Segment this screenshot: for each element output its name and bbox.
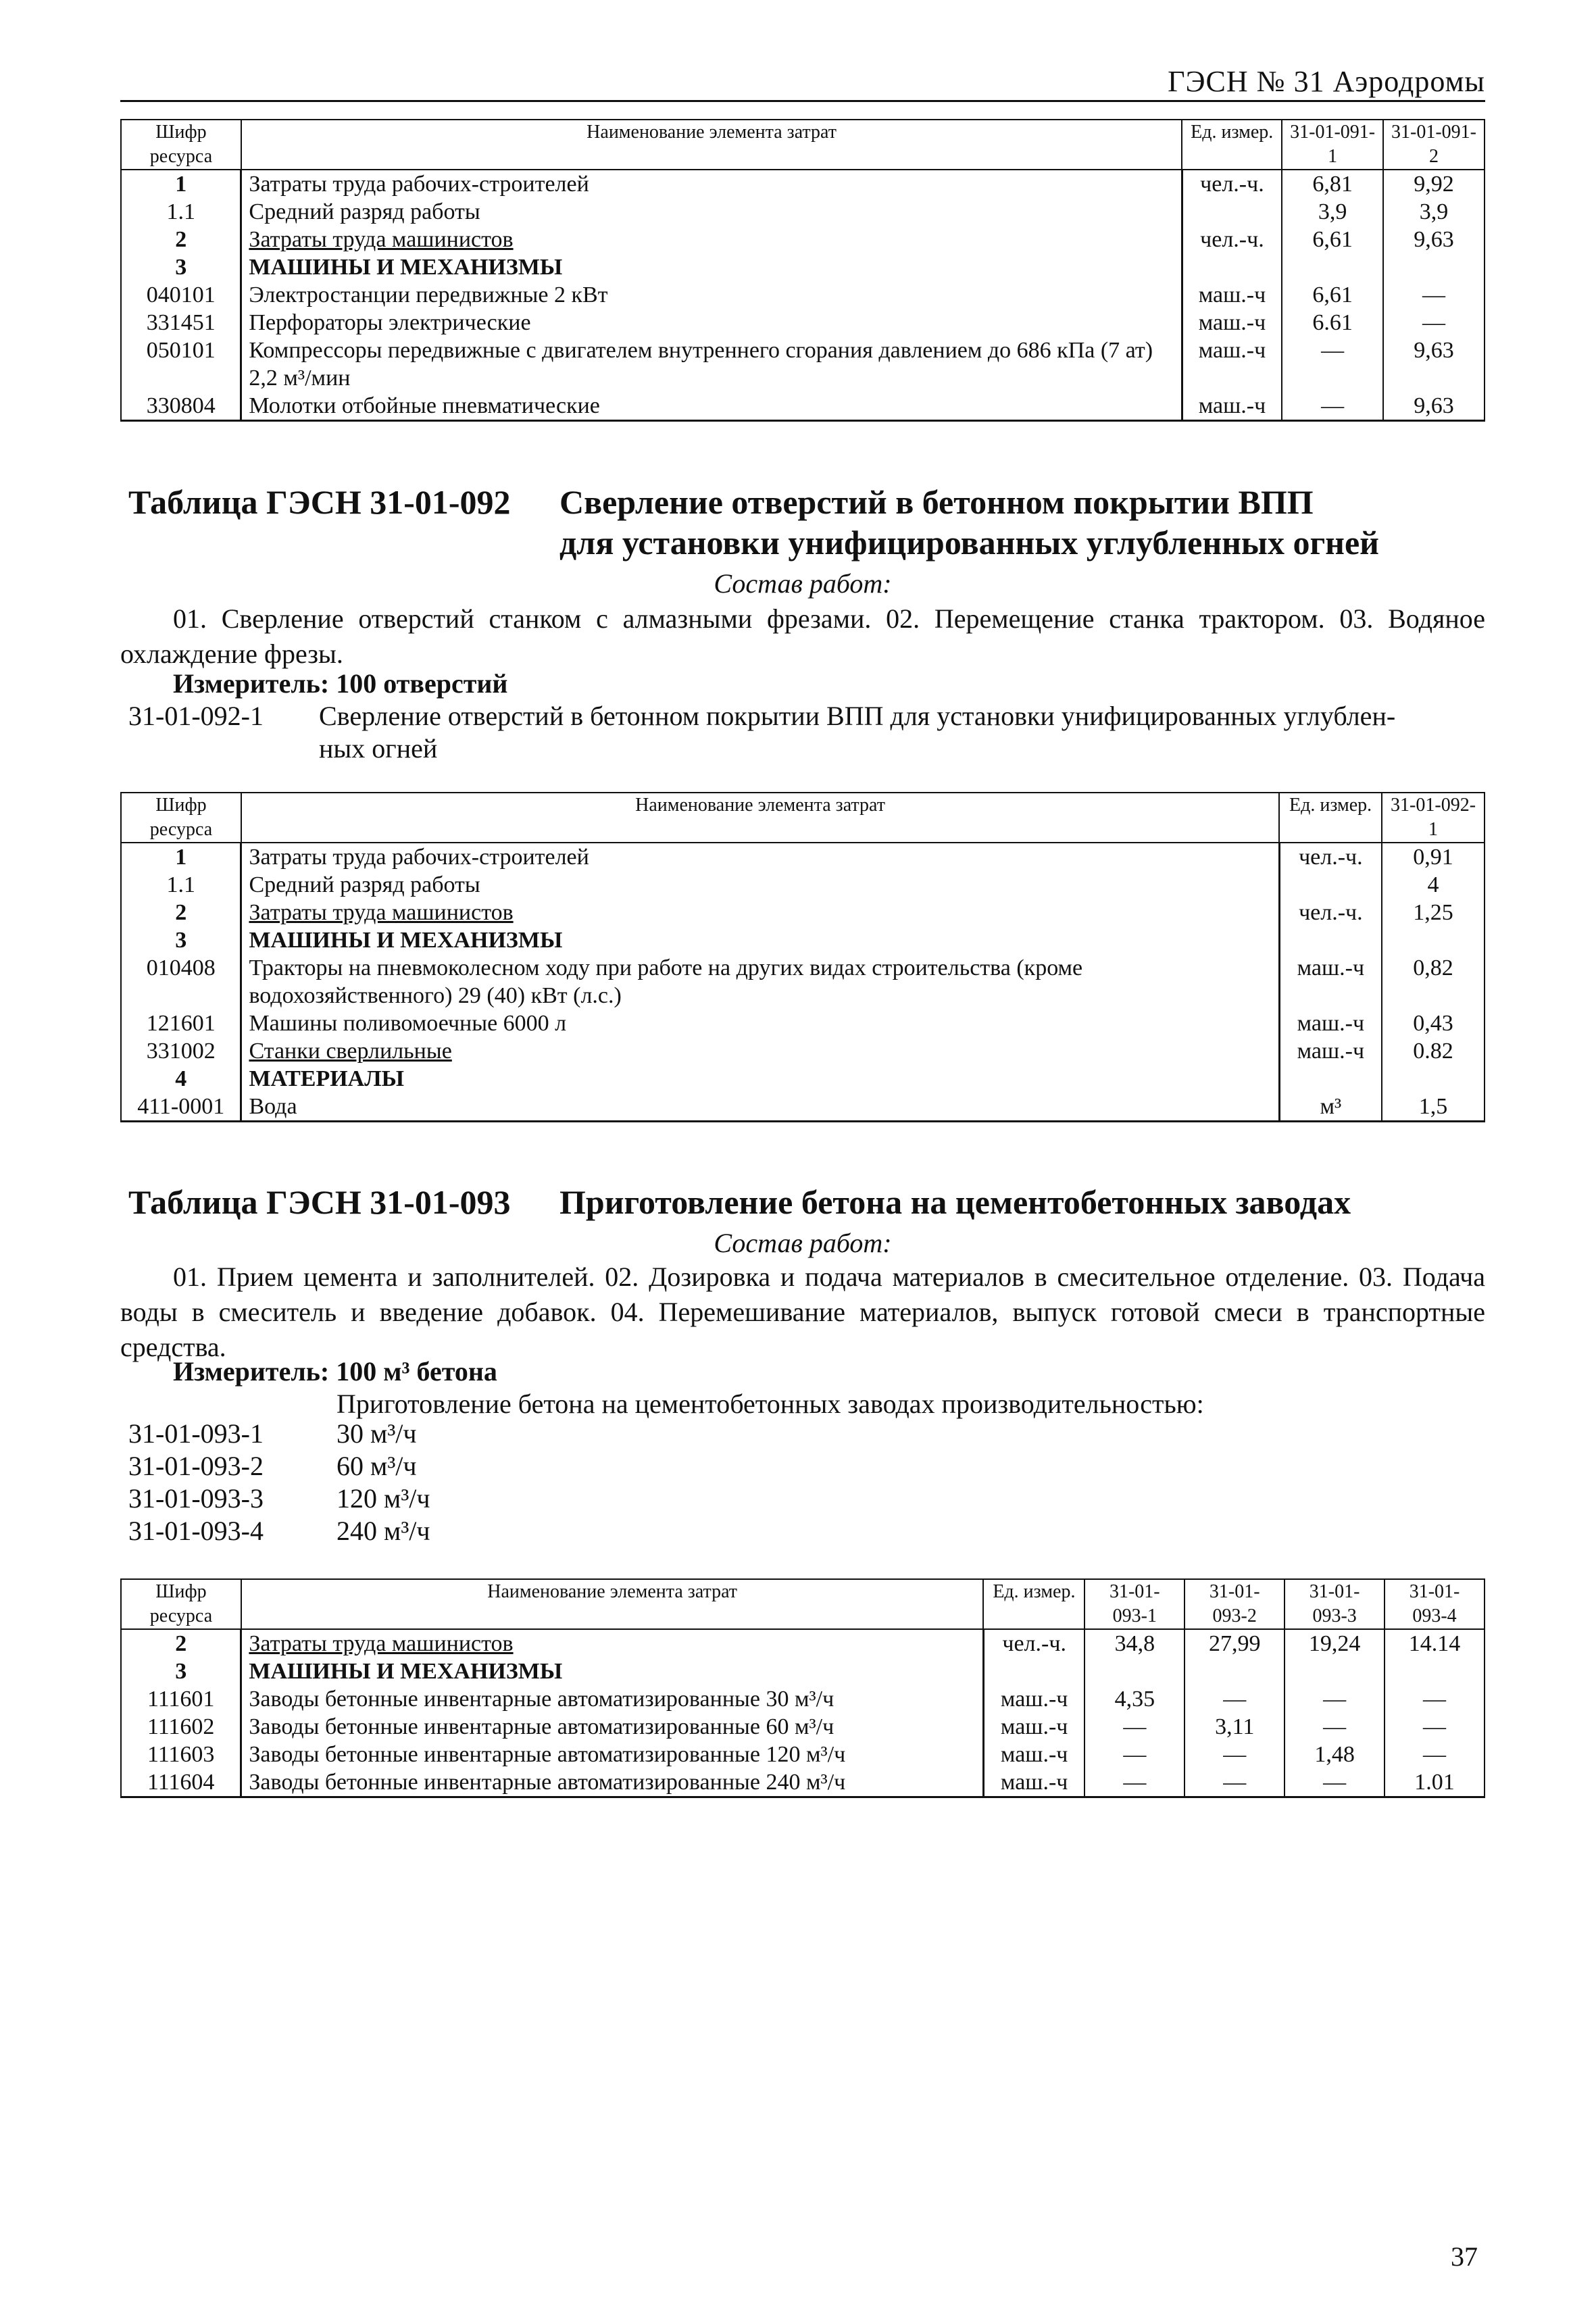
- cell-value: [1084, 1658, 1184, 1685]
- cell-value: —: [1184, 1685, 1285, 1713]
- cell-name: Средний разряд работы: [241, 871, 1279, 899]
- header-name: Наименование элемента затрат: [241, 1579, 984, 1629]
- table-row: [121, 281, 1485, 309]
- cell-code: 4: [121, 1065, 241, 1093]
- cell-name: Станки сверлильные: [241, 1037, 1279, 1065]
- cell-code: 010408: [121, 954, 241, 1010]
- cell-code: 2: [121, 1629, 241, 1658]
- table-row: [121, 309, 1485, 337]
- cell-value: [1184, 1658, 1285, 1685]
- cell-value: 0,82: [1382, 954, 1485, 1010]
- norm-code: 31-01-092-1: [128, 701, 264, 731]
- cell-value: —: [1285, 1685, 1385, 1713]
- cell-code: 1.1: [121, 198, 241, 226]
- norm-code: 31-01-093-2: [128, 1451, 264, 1481]
- header-code: Шифр ресурса: [121, 793, 241, 843]
- cell-unit: [983, 1658, 1084, 1685]
- header-code: Шифр ресурса: [121, 120, 241, 170]
- table-row: [121, 1629, 1485, 1658]
- cell-name: Затраты труда машинистов: [241, 226, 1182, 253]
- cell-unit: чел.-ч.: [1279, 899, 1382, 926]
- table-title-093: Приготовление бетона на цементобетонных заводах: [559, 1183, 1351, 1221]
- norm-code: 31-01-093-1: [128, 1418, 264, 1449]
- cell-name: Электростанции передвижные 2 кВт: [241, 281, 1182, 309]
- cell-value: 4: [1382, 871, 1485, 899]
- header-code: Шифр ресурса: [121, 1579, 241, 1629]
- table-row: [121, 1065, 1485, 1093]
- cell-unit: чел.-ч.: [1182, 170, 1282, 198]
- cell-unit: маш.-ч: [983, 1713, 1084, 1741]
- table-row: [121, 198, 1485, 226]
- cell-code: 1: [121, 170, 241, 198]
- cell-value: 3,9: [1383, 198, 1485, 226]
- cell-name: Заводы бетонные инвентарные автоматизированные 240 м³/ч: [241, 1768, 984, 1797]
- cell-unit: [1182, 253, 1282, 281]
- cell-code: 3: [121, 926, 241, 954]
- header-norm-1: 31-01-093-1: [1084, 1579, 1184, 1629]
- table-title-092-line1: Сверление отверстий в бетонном покрытии ВПП: [559, 483, 1314, 521]
- cell-unit: [1279, 871, 1382, 899]
- cell-value: —: [1383, 281, 1485, 309]
- cell-value: 9,92: [1383, 170, 1485, 198]
- header-unit: Ед. измер.: [1182, 120, 1282, 170]
- table-row: [121, 843, 1485, 871]
- cell-name: Компрессоры передвижные с двигателем внутреннего сгорания давлением до 686 кПа (7 ат) 2,2 м³/мин: [241, 337, 1182, 392]
- table-row: [121, 1658, 1485, 1685]
- cell-value: 3,11: [1184, 1713, 1285, 1741]
- cell-unit: [1279, 926, 1382, 954]
- cell-unit: маш.-ч: [1279, 1010, 1382, 1037]
- cell-value: 0.82: [1382, 1037, 1485, 1065]
- cell-value: —: [1285, 1713, 1385, 1741]
- cell-value: 9,63: [1383, 392, 1485, 421]
- cell-code: 1.1: [121, 871, 241, 899]
- cell-code: 1: [121, 843, 241, 871]
- cell-unit: чел.-ч.: [1182, 226, 1282, 253]
- header-norm-2: 31-01-091-2: [1383, 120, 1485, 170]
- table-code-092: Таблица ГЭСН 31-01-092: [128, 483, 511, 521]
- table-row: [121, 926, 1485, 954]
- cell-code: 050101: [121, 337, 241, 392]
- norm-text-line2: ных огней: [319, 733, 438, 764]
- cell-value: 19,24: [1285, 1629, 1385, 1658]
- measure-092: Измеритель: 100 отверстий: [173, 668, 508, 699]
- cell-name: Машины поливомоечные 6000 л: [241, 1010, 1279, 1037]
- measure-093: Измеритель: 100 м³ бетона: [173, 1356, 497, 1387]
- cell-name: Заводы бетонные инвентарные автоматизированные 30 м³/ч: [241, 1685, 984, 1713]
- table-row: [121, 1010, 1485, 1037]
- cell-unit: маш.-ч: [1182, 337, 1282, 392]
- cell-value: [1383, 253, 1485, 281]
- cell-value: 0,43: [1382, 1010, 1485, 1037]
- cell-code: 111601: [121, 1685, 241, 1713]
- cell-value: —: [1282, 392, 1383, 421]
- cell-value: —: [1184, 1741, 1285, 1768]
- resource-table-093: [120, 1578, 1485, 1798]
- table-row: [121, 871, 1485, 899]
- table-row: [121, 1713, 1485, 1741]
- cell-unit: маш.-ч: [983, 1741, 1084, 1768]
- cell-value: 14.14: [1385, 1629, 1485, 1658]
- cell-value: 9,63: [1383, 337, 1485, 392]
- cell-code: 040101: [121, 281, 241, 309]
- resource-table-091: [120, 119, 1485, 422]
- cell-value: 1,5: [1382, 1093, 1485, 1122]
- works-caption-092: Состав работ:: [714, 568, 892, 599]
- cell-name: Вода: [241, 1093, 1279, 1122]
- norm-text: 30 м³/ч: [336, 1418, 417, 1449]
- running-header-text: ГЭСН № 31 Аэродромы: [1168, 65, 1485, 98]
- cell-value: —: [1285, 1768, 1385, 1797]
- cell-value: [1282, 253, 1383, 281]
- norm-intro-093: [336, 1388, 1204, 1420]
- cell-code: 331002: [121, 1037, 241, 1065]
- cell-value: —: [1385, 1713, 1485, 1741]
- table-code-093: Таблица ГЭСН 31-01-093: [128, 1183, 511, 1221]
- cell-code: 111603: [121, 1741, 241, 1768]
- cell-value: 3,9: [1282, 198, 1383, 226]
- cell-value: —: [1084, 1768, 1184, 1797]
- cell-value: [1382, 1065, 1485, 1093]
- works-caption-093: Состав работ:: [714, 1228, 892, 1258]
- cell-code: 2: [121, 226, 241, 253]
- cell-value: 34,8: [1084, 1629, 1184, 1658]
- norm-code: 31-01-093-3: [128, 1483, 264, 1514]
- cell-unit: чел.-ч.: [1279, 843, 1382, 871]
- cell-value: [1382, 926, 1485, 954]
- table-row: [121, 226, 1485, 253]
- cell-name: Заводы бетонные инвентарные автоматизированные 60 м³/ч: [241, 1713, 984, 1741]
- cell-code: 331451: [121, 309, 241, 337]
- cell-code: 111604: [121, 1768, 241, 1797]
- cell-unit: м³: [1279, 1093, 1382, 1122]
- cell-value: 9,63: [1383, 226, 1485, 253]
- running-header: [120, 62, 1485, 102]
- header-norm-1: 31-01-092-1: [1382, 793, 1485, 843]
- cell-section-title: МАТЕРИАЛЫ: [241, 1065, 1279, 1093]
- cell-value: [1385, 1658, 1485, 1685]
- header-name: Наименование элемента затрат: [241, 120, 1182, 170]
- table-row: [121, 337, 1485, 392]
- cell-code: 3: [121, 1658, 241, 1685]
- cell-code: 3: [121, 253, 241, 281]
- table-row: [121, 1741, 1485, 1768]
- norm-list-093: [128, 1418, 804, 1553]
- header-unit: Ед. измер.: [983, 1579, 1084, 1629]
- cell-unit: маш.-ч: [1279, 1037, 1382, 1065]
- cell-value: —: [1282, 337, 1383, 392]
- cell-code: 121601: [121, 1010, 241, 1037]
- norm-text: 240 м³/ч: [336, 1516, 430, 1546]
- header-norm-4: 31-01-093-4: [1385, 1579, 1485, 1629]
- cell-unit: маш.-ч: [1279, 954, 1382, 1010]
- table-row: [121, 392, 1485, 421]
- cell-name: Средний разряд работы: [241, 198, 1182, 226]
- cell-section-title: МАШИНЫ И МЕХАНИЗМЫ: [241, 926, 1279, 954]
- norm-text: 120 м³/ч: [336, 1483, 430, 1514]
- cell-name: Затраты труда рабочих-строителей: [241, 843, 1279, 871]
- cell-code: 111602: [121, 1713, 241, 1741]
- cell-unit: [1279, 1065, 1382, 1093]
- page-number: 37: [1451, 2241, 1478, 2272]
- table-row: [121, 1093, 1485, 1122]
- cell-value: —: [1184, 1768, 1285, 1797]
- resource-table-092: [120, 792, 1485, 1122]
- cell-unit: чел.-ч.: [983, 1629, 1084, 1658]
- table-row: [121, 170, 1485, 198]
- cell-value: 1.01: [1385, 1768, 1485, 1797]
- header-norm-1: 31-01-091-1: [1282, 120, 1383, 170]
- cell-unit: маш.-ч: [983, 1768, 1084, 1797]
- works-text-092: 01. Сверление отверстий станком с алмазными фрезами. 02. Перемещение станка трактором. 03. Водяное охлаждение фрезы.: [120, 603, 1485, 669]
- cell-value: [1285, 1658, 1385, 1685]
- cell-name: Заводы бетонные инвентарные автоматизированные 120 м³/ч: [241, 1741, 984, 1768]
- cell-value: 1,48: [1285, 1741, 1385, 1768]
- cell-value: —: [1385, 1685, 1485, 1713]
- cell-name: Тракторы на пневмоколесном ходу при работе на других видах строительства (кроме водохозяйственного) 29 (40) кВт (л.с.): [241, 954, 1279, 1010]
- table-row: [121, 954, 1485, 1010]
- cell-value: 1,25: [1382, 899, 1485, 926]
- header-norm-3: 31-01-093-3: [1285, 1579, 1385, 1629]
- cell-code: 411-0001: [121, 1093, 241, 1122]
- cell-unit: [1182, 198, 1282, 226]
- header-norm-2: 31-01-093-2: [1184, 1579, 1285, 1629]
- norm-text-line1: Сверление отверстий в бетонном покрытии ВПП для установки унифицированных углублен-: [319, 701, 1396, 731]
- cell-value: 6,61: [1282, 281, 1383, 309]
- cell-name: Молотки отбойные пневматические: [241, 392, 1182, 421]
- cell-value: 4,35: [1084, 1685, 1184, 1713]
- norm-code: 31-01-093-4: [128, 1516, 264, 1546]
- works-text-093: 01. Прием цемента и заполнителей. 02. Дозировка и подача материалов в смесительное отделение. 03. Подача воды в смеситель и введение добавок. 04. Перемешивание материалов, выпуск готовой смеси в транспортные средства.: [120, 1262, 1485, 1362]
- cell-value: 0,91: [1382, 843, 1485, 871]
- cell-value: —: [1084, 1741, 1184, 1768]
- cell-unit: маш.-ч: [1182, 392, 1282, 421]
- table-row: [121, 1685, 1485, 1713]
- cell-name: Затраты труда рабочих-строителей: [241, 170, 1182, 198]
- cell-value: 27,99: [1184, 1629, 1285, 1658]
- cell-section-title: МАШИНЫ И МЕХАНИЗМЫ: [241, 1658, 984, 1685]
- cell-name: Затраты труда машинистов: [241, 1629, 984, 1658]
- cell-value: 6.61: [1282, 309, 1383, 337]
- table-row: [121, 899, 1485, 926]
- header-unit: Ед. измер.: [1279, 793, 1382, 843]
- cell-unit: маш.-ч: [983, 1685, 1084, 1713]
- table-title-092-line2: для установки унифицированных углубленных огней: [559, 524, 1379, 562]
- norm-item-092-1: [128, 700, 1487, 768]
- table-row: [121, 253, 1485, 281]
- cell-name: Перфораторы электрические: [241, 309, 1182, 337]
- cell-value: 6,61: [1282, 226, 1383, 253]
- cell-value: —: [1385, 1741, 1485, 1768]
- cell-unit: маш.-ч: [1182, 309, 1282, 337]
- table-row: [121, 1037, 1485, 1065]
- cell-value: 6,81: [1282, 170, 1383, 198]
- header-name: Наименование элемента затрат: [241, 793, 1279, 843]
- table-row: [121, 1768, 1485, 1797]
- norm-intro-text: Приготовление бетона на цементобетонных заводах производительностью:: [336, 1389, 1204, 1419]
- cell-code: 2: [121, 899, 241, 926]
- cell-value: —: [1383, 309, 1485, 337]
- norm-text: 60 м³/ч: [336, 1451, 417, 1481]
- cell-unit: маш.-ч: [1182, 281, 1282, 309]
- cell-value: —: [1084, 1713, 1184, 1741]
- cell-name: Затраты труда машинистов: [241, 899, 1279, 926]
- cell-section-title: МАШИНЫ И МЕХАНИЗМЫ: [241, 253, 1182, 281]
- cell-code: 330804: [121, 392, 241, 421]
